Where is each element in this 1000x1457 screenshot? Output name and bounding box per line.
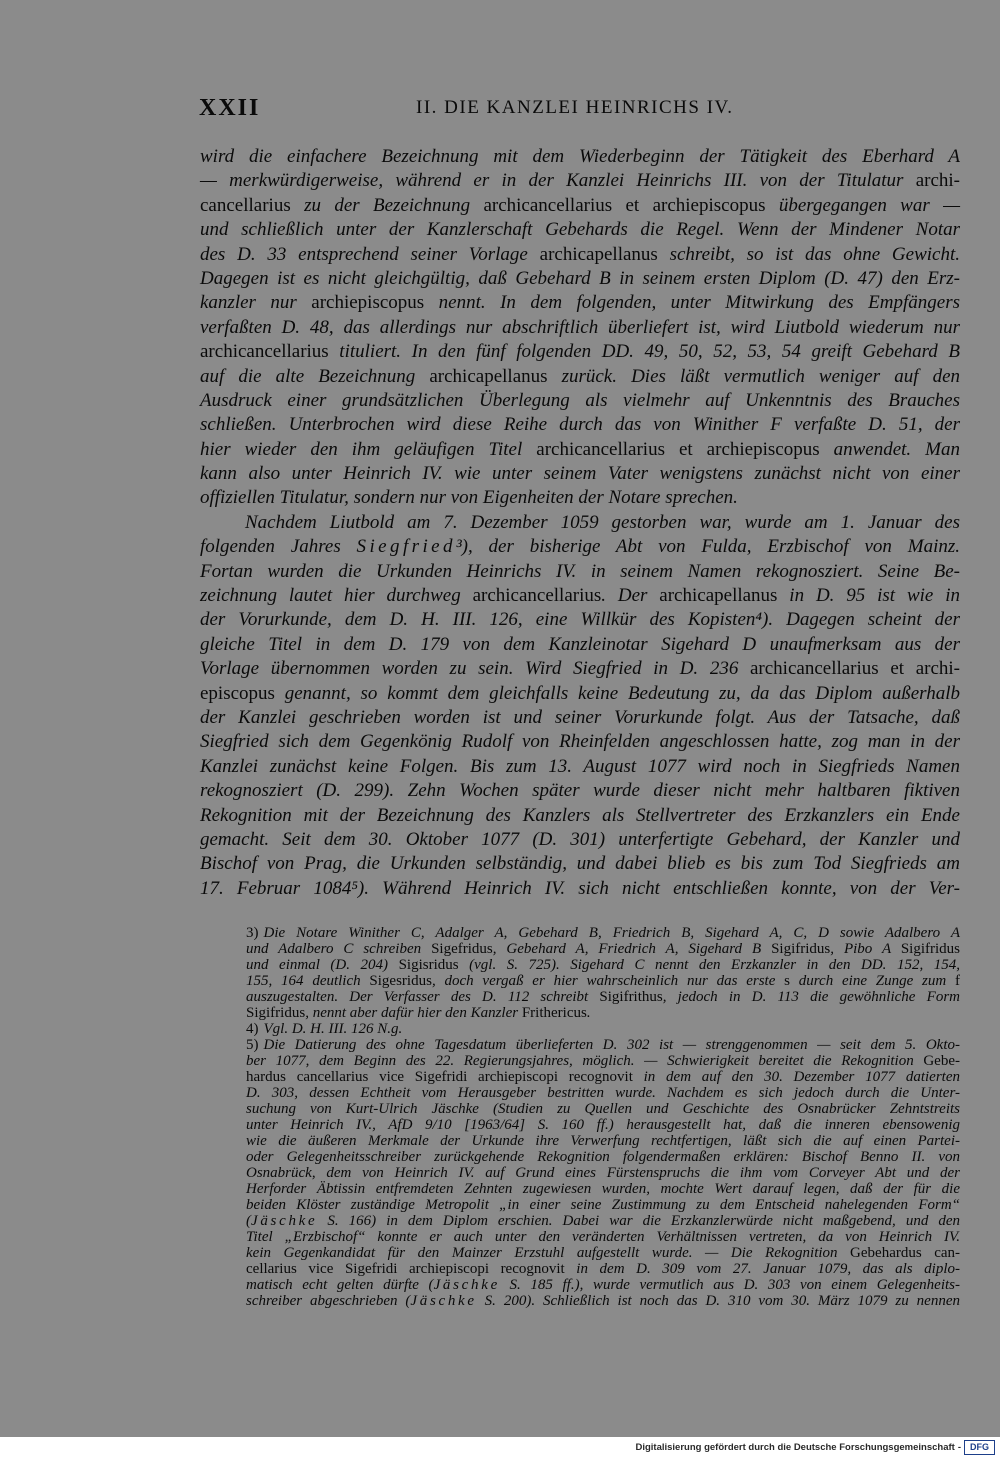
footnote-line [246,1213,960,1229]
body-line [200,633,960,657]
text-run: S. 166) in dem Diplom erschien. Dabei war die Erzkanzlerwürde nicht maßgebend, und den [317,1213,960,1229]
latin-term: Sigifridus [900,941,961,957]
latin-term: archicancellarius [472,585,602,607]
latin-term: archicancellarius et archi- [749,658,960,680]
body-line [200,608,960,632]
latin-term: archicancellarius et archiepiscopus [483,194,766,216]
body-line [200,584,960,608]
latin-term: cellarius vice Sigefridi archiepiscopi recognovit [246,1261,565,1277]
text-run: der Vorurkunde, dem D. H. III. 126, eine Willkür des Kopisten⁴). Dagegen scheint der [200,609,960,631]
text-run: ( [246,1213,251,1229]
body-line [200,730,960,754]
text-run: gemacht. Seit dem 30. Oktober 1077 (D. 301) unterfertigte Gebehard, der Kanzler und [200,828,960,850]
latin-term: archiepiscopus [311,292,425,314]
body-text [200,145,960,901]
text-run: genannt, so kommt dem gleichfalls keine Bedeutung zu, da das Diplom außerhalb [274,682,960,704]
latin-term: Frithericus [521,1005,587,1021]
footnote-line [246,1053,960,1069]
text-run: offiziellen Titulatur, sondern nur von Eigenheiten der Notare sprechen. [200,487,738,509]
body-line [200,852,960,876]
text-run: , nennt aber dafür hier den Kanzler [305,1005,522,1021]
footnote-line [246,1245,960,1261]
footnote-line [246,1229,960,1245]
text-run: in dem D. 309 vom 27. Januar 1079, das als diplo- [564,1261,960,1277]
text-run: gleiche Titel in dem D. 179 von dem Kanzleinotar Sigehard D unaufmerksam aus der [200,633,960,655]
text-run: schreiber abgeschrieben ( [246,1293,411,1309]
text-run: zeichnung lautet hier durchweg [200,585,473,607]
footnote-line [246,1133,960,1149]
latin-term: Sigisridus [398,957,459,973]
text-run: kein Gegenkandidat für den Mainzer Erzstuhl aufgestellt wurde. — Die Rekognition [246,1245,851,1261]
footnote-line [246,973,960,989]
text-run: Fortan wurden die Urkunden Heinrichs IV. in seinem Namen rekognosziert. Seine Be- [200,560,960,582]
text-run: der Kanzlei geschrieben worden ist und seiner Vorurkunde folgt. Aus der Tatsache, daß [200,706,960,728]
text-run: S. 185 ff.), wurde vermutlich aus D. 303 von einem Gelegenheits- [499,1277,960,1293]
latin-term: cancellarius [200,194,291,216]
latin-term: archi- [915,170,960,192]
footnote-label: 3) [246,925,259,941]
body-line [200,828,960,852]
footnote-line [246,1037,960,1053]
spaced-name: Jäschke [410,1293,477,1309]
footnote-line [246,1085,960,1101]
body-line [200,560,960,584]
body-line [200,194,960,218]
footnote-label: 4) [246,1021,259,1037]
credit-separator: - [957,1441,961,1453]
paragraph [200,145,960,511]
body-line [200,340,960,364]
text-run: Dagegen ist es nicht gleichgültig, daß Gebehard B in seinem ersten Diplom (D. 47) den Erz- [200,267,960,289]
text-run: kann also unter Heinrich IV. wie unter seinem Vater wenigstens zunächst nicht von einer [200,463,960,485]
digitization-credit [635,1439,995,1455]
text-run: schreibt, so ist das ohne Gewicht. [657,243,960,265]
latin-term: episcopus [200,682,275,704]
text-run: Nachdem Liutbold am 7. Dezember 1059 gestorben war, wurde am 1. Januar des [245,511,960,533]
footnote-line [246,941,960,957]
footnote [246,1037,960,1309]
text-run: wie die äußeren Merkmale der Urkunde ihre Verwerfung rechtfertigen, läßt sich die auf einen Partei- [246,1133,960,1149]
text-run: beiden Klöster zuständige Metropolit „in einer seine Zustimmung zu dem Entscheid nahelegenden Form“ [246,1197,960,1213]
spaced-name: Jäschke [433,1277,500,1293]
page-number: XXII [199,95,261,121]
body-line [200,243,960,267]
footnote-line [246,1197,960,1213]
text-run: unter Heinrich IV., AfD 9/10 [1963/64] S. 160 ff.) herausgestellt hat, daß die inneren ebensowenig [246,1117,960,1133]
text-run: ³), der bisherige Abt von Fulda, Erzbischof von Mainz. [455,536,960,558]
body-line [200,169,960,193]
text-run: Die Notare Winither C, Adalger A, Gebehard B, Friedrich B, Sigehard A, C, D sowie Adalbero A [263,925,960,941]
text-run: Ausdruck einer grundsätzlichen Überlegung als vielmehr auf Unkenntnis des Brauches [200,389,960,411]
latin-term: Sigifridus [246,1005,306,1021]
footnote-line [246,1069,960,1085]
text-run: nennt. In dem folgenden, unter Mitwirkung des Empfängers [424,292,961,314]
text-run: anwendet. Man [819,438,960,460]
body-line [200,267,960,291]
latin-term: f [955,973,960,989]
text-run: — merkwürdigerweise, während er in der Kanzlei Heinrichs III. von der Titulatur [200,170,916,192]
text-run: zurück. Dies läßt vermutlich weniger auf den [547,365,960,387]
footnote-line [246,1021,960,1037]
footnote-line [246,1165,960,1181]
text-run: Bischof von Prag, die Urkunden selbständig, und dabei blieb es bis zum Tod Siegfrieds am [200,853,960,875]
body-line [200,438,960,462]
body-line [200,755,960,779]
text-run: wird die einfachere Bezeichnung mit dem Wiederbeginn der Tätigkeit des Eberhard A [200,146,960,167]
body-line [200,462,960,486]
text-run: . Der [601,585,660,607]
text-run: Vorlage übernommen worden zu sein. Wird Siegfried in D. 236 [200,658,750,680]
text-run: zu der Bezeichnung [290,194,484,216]
body-line [200,218,960,242]
text-run: , Gebehard A, Friedrich A, Sigehard B [492,941,772,957]
body-line [200,804,960,828]
footnote-label: 5) [246,1037,259,1053]
spaced-name: Siegfried [356,536,456,558]
body-line [200,779,960,803]
text-run: Vgl. D. H. III. 126 N.g. [263,1021,403,1037]
latin-term: archicapellanus [539,243,658,265]
text-run: durch eine Zunge zum [789,973,955,989]
latin-term: Gebe- [923,1053,960,1069]
footnote-line [246,1101,960,1117]
text-run: suchung von Kurt-Ulrich Jäschke (Studien zu Quellen und Geschichte des Osnabrücker Zehntstreits [246,1101,960,1117]
body-line [200,316,960,340]
dfg-logo[interactable]: DFG [964,1440,995,1455]
text-run: kanzler nur [200,292,312,314]
footnotes [246,925,960,1309]
text-run: und schließlich unter der Kanzlerschaft Gebehards die Regel. Wenn der Mindener Notar [200,219,960,241]
text-run: D. 303, dessen Echtheit vom Herausgeber bestritten wurde. Nachdem es sich jedoch durch die Unter- [246,1085,960,1101]
text-run: rekognosziert (D. 299). Zehn Wochen später wurde dieser nicht mehr haltbaren fiktiven [200,780,960,802]
body-line [200,706,960,730]
latin-term: archicancellarius et archiepiscopus [536,438,820,460]
latin-term: archicapellanus [659,585,778,607]
text-run: übergegangen war — [765,194,960,216]
footnote-line [246,925,960,941]
text-run: in dem auf den 30. Dezember 1077 datierten [632,1069,960,1085]
latin-term: Sigifrithus [599,989,663,1005]
text-run: auf die alte Bezeichnung [200,365,430,387]
credit-text: Digitalisierung gefördert durch die Deutsche Forschungsgemeinschaft [635,1441,955,1453]
body-line [200,657,960,681]
footnote-line [246,1277,960,1293]
latin-term: s [784,973,790,989]
footnote-line [246,1149,960,1165]
text-run: S. 200). Schließlich ist noch das D. 310 vom 30. März 1079 zu nennen [476,1293,960,1309]
footnote-line [246,957,960,973]
footnote [246,1021,960,1037]
text-run: folgenden Jahres [200,536,357,558]
text-run: verfaßten D. 48, das allerdings nur abschriftlich überliefert ist, wird Liutbold wiederum nur [200,316,960,338]
text-run: und Adalbero C schreiben [246,941,432,957]
text-run: und einmal (D. 204) [246,957,399,973]
text-run: hier wieder den ihm geläufigen Titel [200,438,537,460]
text-run: matisch echt gelten dürfte ( [246,1277,434,1293]
latin-term: Sigefridus [431,941,493,957]
text-run: , jedoch in D. 113 die gewöhnliche Form [662,989,960,1005]
paragraph [200,511,960,901]
footnote-line [246,1117,960,1133]
body-line [200,486,960,510]
text-run: (vgl. S. 725). Sigehard C nennt den Erzkanzler in den DD. 152, 154, [458,957,960,973]
text-run: oder Gelegenheitsschreiber zurückgehende Rekognition folgendermaßen erklären: Bischof Benno II. von [246,1149,960,1165]
footnote-line [246,1293,960,1309]
text-run: auszugestalten. Der Verfasser des D. 112 schreibt [246,989,600,1005]
text-run: Kanzlei zunächst keine Folgen. Bis zum 13. August 1077 wird noch in Siegfrieds Namen [200,755,960,777]
text-run: schließen. Unterbrochen wird diese Reihe durch das von Winither F verfaßte D. 51, der [200,414,960,436]
body-line [200,511,960,535]
text-run: 155, 164 deutlich [246,973,370,989]
latin-term: archicancellarius [200,341,329,363]
footnote-line [246,1261,960,1277]
latin-term: hardus cancellarius vice Sigefridi archiepiscopi recognovit [246,1069,633,1085]
text-run: tituliert. In den fünf folgenden DD. 49, 50, 52, 53, 54 greift Gebehard B [328,341,960,363]
footnote [246,925,960,1021]
body-line [200,535,960,559]
body-line [200,682,960,706]
latin-term: archicapellanus [429,365,548,387]
body-line [200,145,960,169]
text-run: des D. 33 entsprechend seiner Vorlage [200,243,540,265]
footnote-line [246,1181,960,1197]
body-line [200,877,960,901]
latin-term: Sigifridus [771,941,831,957]
latin-term: Sigesridus [369,973,432,989]
text-run: in D. 95 ist wie in [777,585,960,607]
latin-term: Gebehardus can- [850,1245,961,1261]
text-run: Die Datierung des ohne Tagesdatum überlieferten D. 302 ist — strenggenommen — seit dem 5. Okto- [263,1037,960,1053]
body-line [200,291,960,315]
text-run: , Pibo A [830,941,901,957]
text-run: Osnabrück, dem von Heinrich IV. auf Grund eines Fürstenspruchs die ihm vom Corveyer Abt und der [246,1165,960,1181]
text-run: Titel „Erzbischof“ konnte er auch unter den veränderten Verhältnissen vertreten, da von Heinrich IV. [246,1229,960,1245]
body-line [200,365,960,389]
text-run: Rekognition mit der Bezeichnung des Kanzlers als Stellvertreter des Erzkanzlers ein Ende [200,804,960,826]
spaced-name: Jäschke [251,1213,318,1229]
running-title: II. DIE KANZLEI HEINRICHS IV. [416,97,734,118]
text-run: ber 1077, dem Beginn des 22. Regierungsjahres, möglich. — Schwierigkeit bereitet die Rekognition [246,1053,924,1069]
body-line [200,413,960,437]
footnote-line [246,1005,960,1021]
text-run: Herforder Äbtissin entfremdeten Zehnten zugewiesen wurden, mochte Wert darauf legen, daß der für die [246,1181,960,1197]
text-run: 17. Februar 1084⁵). Während Heinrich IV. sich nicht entschließen konnte, von der Ver- [200,877,960,899]
text-run: , doch vergaß er hier wahrscheinlich nur das erste [431,973,785,989]
text-run: . [586,1005,591,1021]
body-line [200,389,960,413]
text-run: Siegfried sich dem Gegenkönig Rudolf von Rheinfelden angeschlossen hatte, zog man in der [200,731,960,753]
footnote-line [246,989,960,1005]
